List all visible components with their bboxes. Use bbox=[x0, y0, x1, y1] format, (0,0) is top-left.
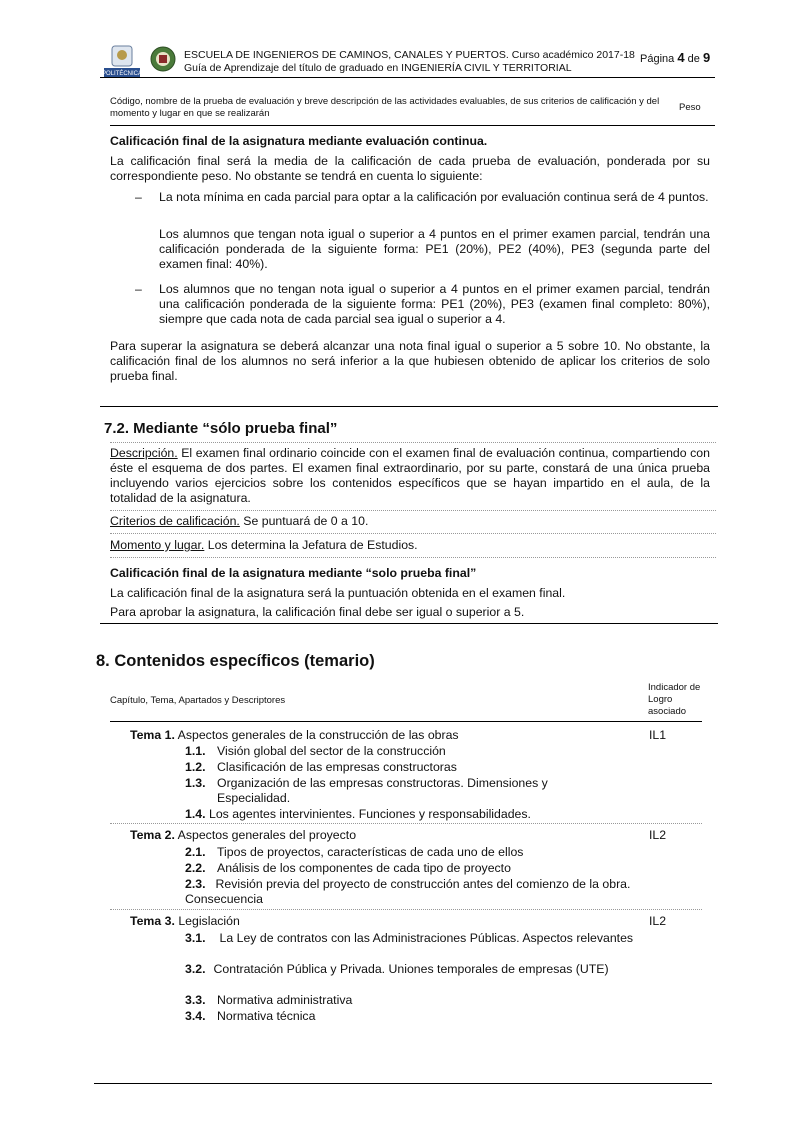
tema-3-sub: 3.4. Normativa técnica bbox=[185, 1009, 316, 1023]
tema-1-indicator: IL1 bbox=[649, 728, 667, 742]
upm-logo bbox=[101, 46, 143, 78]
divider bbox=[110, 442, 716, 443]
bullet-2: Los alumnos que tengan nota igual o superior a 4 puntos en el primer examen parcial, tendrán una calificación ponderada de la siguiente forma: PE1 (20%), PE2 (40%), PE3 (segunda parte del examen final: 40%). bbox=[159, 227, 710, 271]
continua-closing: Para superar la asignatura se deberá alcanzar una nota final igual o superior a 5 sobre 10. No obstante, la calificación final de los alumnos no será inferior a la que hubiesen obtenido de aplicar los criterios de solo prueba final. bbox=[110, 339, 710, 383]
final-end-rule bbox=[100, 623, 718, 624]
divider bbox=[110, 823, 702, 824]
school-seal-icon bbox=[150, 46, 176, 72]
divider bbox=[110, 533, 716, 534]
tema-1-sub: 1.1. Visión global del sector de la construcción bbox=[185, 744, 446, 758]
logo-text: POLITÉCNICA bbox=[101, 71, 143, 77]
page-indicator: Página 4 de 9 bbox=[640, 50, 711, 65]
header-rule bbox=[100, 77, 715, 78]
tema-1-sub: 1.2. Clasificación de las empresas constructoras bbox=[185, 760, 457, 774]
final-calif-heading: Calificación final de la asignatura mediante “solo prueba final” bbox=[110, 566, 477, 580]
divider bbox=[110, 909, 702, 910]
school-name: ESCUELA DE INGENIEROS DE CAMINOS, CANALES Y PUERTOS. Curso académico 2017-18 bbox=[184, 49, 635, 61]
continua-intro: La calificación final será la media de la calificación de cada prueba de evaluación, ponderada por su correspondiente peso. No obstante se tendrá en cuenta lo siguiente: bbox=[110, 154, 710, 183]
final-calif-2: Para aprobar la asignatura, la calificación final debe ser igual o superior a 5. bbox=[110, 605, 525, 619]
final-criteria: Criterios de calificación. Se puntuará de 0 a 10. bbox=[110, 514, 369, 528]
section-8-heading: 8. Contenidos específicos (temario) bbox=[96, 652, 375, 670]
footer-rule bbox=[94, 1083, 712, 1084]
final-calif-1: La calificación final de la asignatura será la puntuación obtenida en el examen final. bbox=[110, 586, 566, 600]
divider bbox=[110, 557, 716, 558]
eval-header-rule bbox=[110, 125, 715, 126]
continua-heading: Calificación final de la asignatura mediante evaluación continua. bbox=[110, 134, 488, 148]
divider bbox=[110, 510, 716, 511]
tema-3-sub: 3.1. La Ley de contratos con las Administraciones Públicas. Aspectos relevantes bbox=[185, 931, 634, 945]
tema-1: Tema 1. Aspectos generales de la construcción de las obras bbox=[130, 728, 459, 742]
tema-3-sub: 3.2. Contratación Pública y Privada. Uniones temporales de empresas (UTE) bbox=[185, 962, 609, 976]
contenidos-col-indicator: Indicador de Logro asociado bbox=[648, 682, 701, 717]
continua-end-rule bbox=[100, 406, 718, 407]
tema-1-sub: 1.3. Organización de las empresas constructoras. Dimensiones y Especialidad. bbox=[185, 776, 548, 805]
contenidos-header-rule bbox=[110, 721, 702, 722]
tema-2-sub: 2.2. Análisis de los componentes de cada tipo de proyecto bbox=[185, 861, 511, 875]
guide-title: Guía de Aprendizaje del título de graduado en INGENIERÍA CIVIL Y TERRITORIAL bbox=[184, 62, 572, 74]
final-moment: Momento y lugar. Los determina la Jefatura de Estudios. bbox=[110, 538, 418, 552]
bullet-1: – La nota mínima en cada parcial para optar a la calificación por evaluación continua será de 4 puntos. bbox=[135, 190, 709, 204]
tema-2: Tema 2. Aspectos generales del proyecto bbox=[130, 828, 357, 842]
tema-3: Tema 3. Legislación bbox=[130, 914, 240, 928]
tema-2-sub: 2.1. Tipos de proyectos, características de cada uno de ellos bbox=[185, 845, 524, 859]
eval-col-peso: Peso bbox=[679, 102, 701, 113]
tema-3-indicator: IL2 bbox=[649, 914, 667, 928]
tema-2-indicator: IL2 bbox=[649, 828, 667, 842]
section-7-2-heading: 7.2. Mediante “sólo prueba final” bbox=[104, 420, 338, 437]
final-description: Descripción. El examen final ordinario coincide con el examen final de evaluación continua, compartiendo con éste el esquema de dos partes. El examen final extraordinario, por su parte, constará de una única prueba incluyendo varios ejercicios sobre los contenidos específicos que se hayan impartido en el aula, de la totalidad de la asignatura. bbox=[110, 446, 710, 505]
contenidos-col-desc: Capítulo, Tema, Apartados y Descriptores bbox=[110, 695, 286, 706]
tema-1-sub: 1.4. Los agentes intervinientes. Funciones y responsabilidades. bbox=[185, 807, 531, 821]
bullet-3: – Los alumnos que no tengan nota igual o superior a 4 puntos en el primer examen parcial, tendrán una calificación ponderada de la siguiente forma: PE1 (20%), PE3 (examen final completo: 80%), siempre que cada nota de cada parcial sea igual o superior a 4. bbox=[135, 282, 710, 326]
tema-2-sub: 2.3. Revisión previa del proyecto de construcción antes del comienzo de la obra. Consecuencia bbox=[185, 877, 631, 906]
eval-col-desc: Código, nombre de la prueba de evaluación y breve descripción de las actividades evaluables, de sus criterios de calificación y del momento y lugar en que se realizarán bbox=[110, 96, 660, 119]
tema-3-sub: 3.3. Normativa administrativa bbox=[185, 993, 353, 1007]
